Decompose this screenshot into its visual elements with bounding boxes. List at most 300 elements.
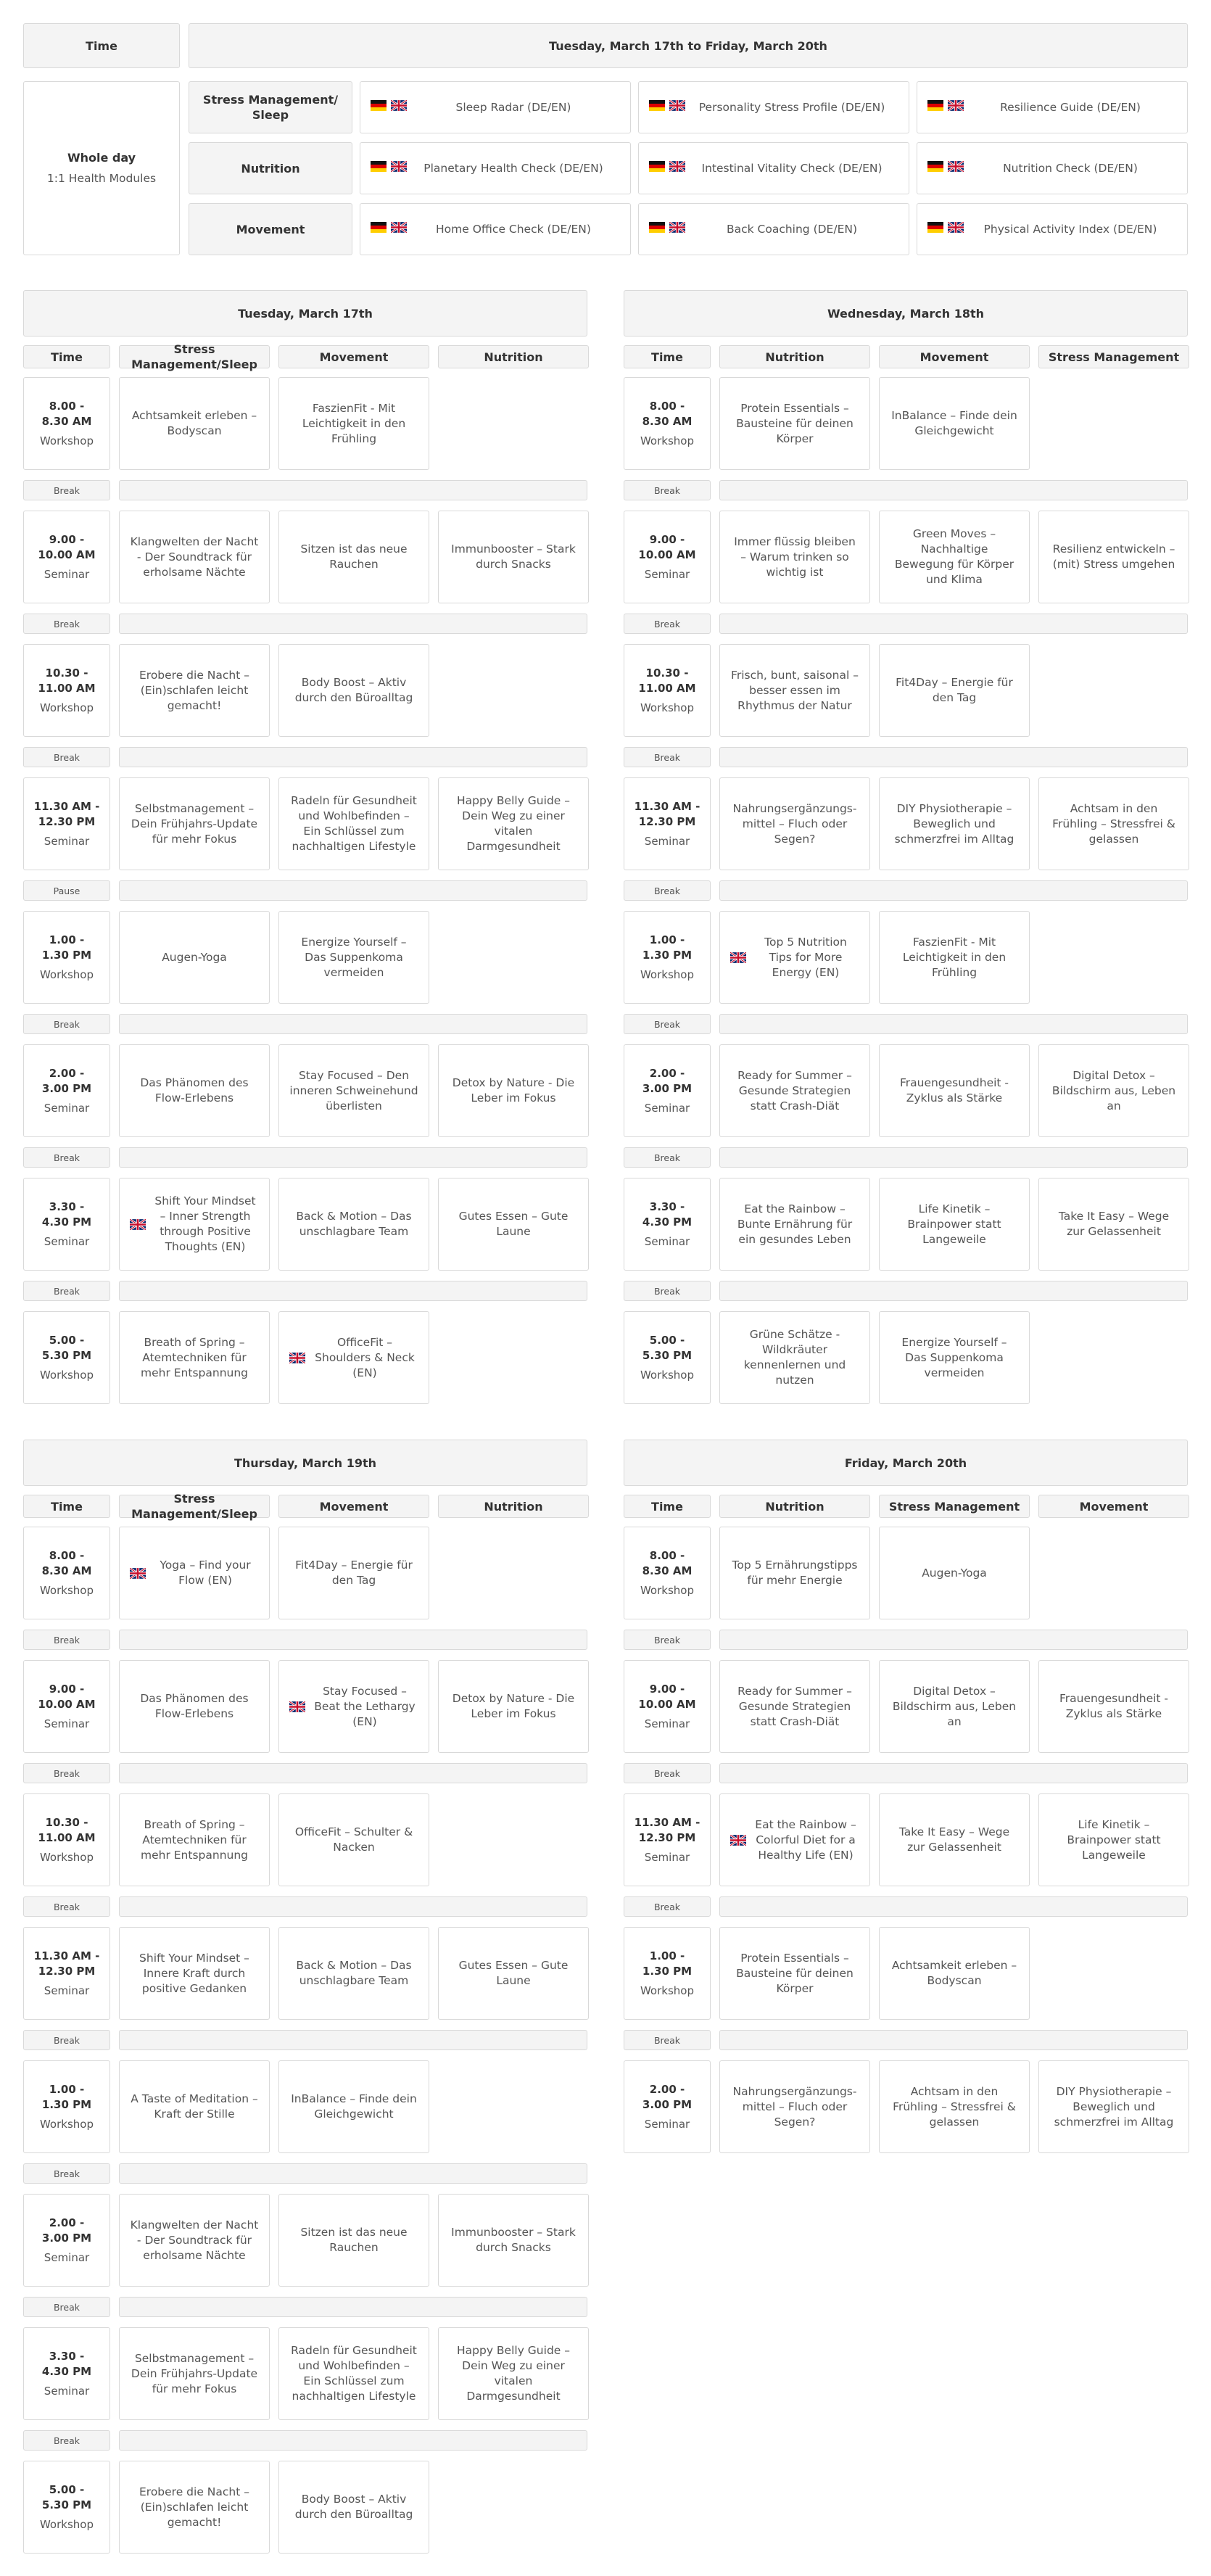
whole-day-sub: 1:1 Health Modules xyxy=(46,172,157,185)
flag-uk-icon xyxy=(730,952,746,963)
session-card[interactable] xyxy=(1038,2060,1189,2153)
session-title: Body Boost – Aktiv durch den Büroalltag xyxy=(294,676,413,704)
flag-de-icon xyxy=(649,100,665,115)
session-card[interactable] xyxy=(119,1927,270,2020)
break-bar xyxy=(719,1014,1188,1034)
session-card[interactable] xyxy=(719,377,870,470)
day-title: Thursday, March 19th xyxy=(233,1456,377,1470)
session-card[interactable] xyxy=(719,1044,870,1137)
session-title: Gutes Essen – Gute Laune xyxy=(458,1210,569,1238)
module-label: Sleep Radar (DE/EN) xyxy=(455,100,571,114)
session-card[interactable] xyxy=(719,1178,870,1271)
break-label: Break xyxy=(653,1018,681,1030)
break-bar xyxy=(719,880,1188,901)
column-label: Nutrition xyxy=(765,350,824,364)
session-content xyxy=(890,1825,1019,1855)
session-content xyxy=(730,801,859,847)
language-flags xyxy=(927,100,964,115)
session-card[interactable] xyxy=(278,644,429,737)
break-bar xyxy=(719,1147,1188,1168)
session-title: Fit4Day – Energie für den Tag xyxy=(295,1559,413,1587)
session-card[interactable] xyxy=(1038,1660,1189,1753)
session-title: Gutes Essen – Gute Laune xyxy=(458,1959,569,1987)
session-type: Workshop xyxy=(39,701,94,714)
break-bar xyxy=(719,1630,1188,1650)
time-range: 3.30 - 4.30 PM xyxy=(41,1200,92,1229)
flag-uk-icon xyxy=(130,1568,146,1579)
day-header xyxy=(624,290,1188,337)
break-label-cell xyxy=(624,480,711,500)
session-type: Workshop xyxy=(39,2117,94,2131)
session-card[interactable] xyxy=(438,1927,589,2020)
session-card[interactable] xyxy=(719,1527,870,1619)
time-range: 2.00 - 3.00 PM xyxy=(41,2216,92,2245)
module-card[interactable] xyxy=(917,81,1188,133)
flag-uk-icon xyxy=(669,100,685,115)
session-card[interactable] xyxy=(719,2060,870,2153)
day-header xyxy=(624,1440,1188,1486)
session-card[interactable] xyxy=(278,377,429,470)
date-range-label: Tuesday, March 17th to Friday, March 20th xyxy=(549,38,827,53)
session-content xyxy=(130,2485,259,2530)
break-bar xyxy=(119,1896,587,1917)
time-slot xyxy=(23,1793,110,1886)
break-bar xyxy=(719,480,1188,500)
column-header xyxy=(1038,345,1189,368)
session-card[interactable] xyxy=(719,777,870,870)
flag-uk-icon xyxy=(391,100,407,115)
session-content xyxy=(449,2343,578,2404)
break-label: Break xyxy=(653,618,681,629)
session-title: FaszienFit - Mit Leichtigkeit in den Frühling xyxy=(302,401,406,445)
time-range: 11.30 AM - 12.30 PM xyxy=(33,1949,100,1978)
session-card[interactable] xyxy=(719,1793,870,1886)
session-card[interactable] xyxy=(438,777,589,870)
session-card[interactable] xyxy=(879,1311,1030,1404)
flag-uk-icon xyxy=(391,161,407,176)
break-label-cell xyxy=(23,2430,110,2451)
session-title: Detox by Nature - Die Leber im Fokus xyxy=(452,1076,575,1105)
break-label: Break xyxy=(53,1152,80,1163)
break-label-cell xyxy=(23,480,110,500)
category-label: Stress Management/ Sleep xyxy=(202,93,339,122)
time-range: 8.00 - 8.30 AM xyxy=(642,399,693,428)
session-card[interactable] xyxy=(438,1044,589,1137)
time-slot xyxy=(23,1527,110,1619)
column-label: Stress Management xyxy=(1048,350,1180,364)
column-header xyxy=(719,1495,870,1518)
break-bar xyxy=(719,1281,1188,1301)
session-card[interactable] xyxy=(1038,511,1189,603)
session-card[interactable] xyxy=(879,2060,1030,2153)
session-content xyxy=(130,1194,259,1255)
column-header xyxy=(23,345,110,368)
session-card[interactable] xyxy=(1038,1178,1189,1271)
session-type: Seminar xyxy=(644,1101,690,1115)
break-label-cell xyxy=(23,880,110,901)
session-content xyxy=(730,401,859,447)
session-title: InBalance – Finde dein Gleichgewicht xyxy=(891,409,1017,437)
time-range: 11.30 AM - 12.30 PM xyxy=(634,799,700,828)
break-label: Break xyxy=(53,2435,80,2446)
session-type: Workshop xyxy=(640,1583,694,1597)
session-content xyxy=(730,1327,859,1388)
language-flags xyxy=(371,161,407,176)
session-card[interactable] xyxy=(119,911,270,1004)
break-label-cell xyxy=(624,614,711,634)
session-title: Green Moves – Nachhaltige Bewegung für Körper und Klima xyxy=(894,527,1014,586)
session-card[interactable] xyxy=(119,1793,270,1886)
session-title: Take It Easy – Wege zur Gelassenheit xyxy=(1058,1210,1170,1238)
session-content xyxy=(130,2351,259,2397)
break-label-cell xyxy=(624,1763,711,1783)
session-card[interactable] xyxy=(879,644,1030,737)
module-card[interactable] xyxy=(638,142,909,194)
column-header xyxy=(438,1495,589,1518)
time-slot xyxy=(624,1178,711,1271)
session-content xyxy=(1049,542,1178,572)
session-card[interactable] xyxy=(119,377,270,470)
session-type: Workshop xyxy=(640,434,694,447)
whole-day-cell xyxy=(23,81,180,255)
column-label: Nutrition xyxy=(765,1499,824,1514)
session-card[interactable] xyxy=(278,1044,429,1137)
session-type: Workshop xyxy=(640,701,694,714)
language-flags xyxy=(649,100,685,115)
session-card[interactable] xyxy=(119,1660,270,1753)
break-label: Break xyxy=(53,1285,80,1297)
time-slot xyxy=(624,511,711,603)
time-slot xyxy=(624,644,711,737)
language-flags xyxy=(927,161,964,176)
time-range: 8.00 - 8.30 AM xyxy=(41,399,92,428)
session-card[interactable] xyxy=(879,377,1030,470)
break-label-cell xyxy=(624,747,711,767)
time-slot xyxy=(23,2194,110,2287)
break-label-cell xyxy=(23,1630,110,1650)
session-card[interactable] xyxy=(278,2461,429,2554)
break-bar xyxy=(719,614,1188,634)
module-card[interactable] xyxy=(638,203,909,255)
column-label: Movement xyxy=(319,1499,389,1514)
session-content xyxy=(1049,1691,1178,1722)
session-title: Frauengesundheit - Zyklus als Stärke xyxy=(1059,1692,1169,1720)
session-content xyxy=(730,1684,859,1730)
flag-de-icon xyxy=(649,222,665,237)
flag-uk-icon xyxy=(948,222,964,237)
session-title: Immunbooster – Stark durch Snacks xyxy=(451,2226,576,2254)
session-content xyxy=(890,1076,1019,1106)
session-card[interactable] xyxy=(278,1527,429,1619)
time-range: 1.00 - 1.30 PM xyxy=(41,933,92,962)
break-label-cell xyxy=(23,2297,110,2317)
break-bar xyxy=(119,1281,587,1301)
column-label: Stress Management xyxy=(888,1499,1020,1514)
flag-uk-icon xyxy=(289,1353,305,1363)
session-card[interactable] xyxy=(879,1044,1030,1137)
column-header xyxy=(278,345,429,368)
session-card[interactable] xyxy=(119,1044,270,1137)
break-bar xyxy=(119,747,587,767)
break-label-cell xyxy=(23,1281,110,1301)
time-header xyxy=(23,23,180,68)
category-2 xyxy=(189,142,352,194)
session-card[interactable] xyxy=(438,1178,589,1271)
session-card[interactable] xyxy=(879,1793,1030,1886)
session-title: Erobere die Nacht – (Ein)schlafen leicht gemacht! xyxy=(139,668,249,712)
module-label: Resilience Guide (DE/EN) xyxy=(1000,100,1141,114)
session-content xyxy=(730,1951,859,1997)
session-content xyxy=(449,793,578,854)
session-title: Shift Your Mindset – Innere Kraft durch positive Gedanken xyxy=(139,1951,249,1995)
session-card[interactable] xyxy=(119,2194,270,2287)
flag-uk-icon xyxy=(289,1701,305,1712)
module-label: Planetary Health Check (DE/EN) xyxy=(423,161,603,175)
session-content xyxy=(130,668,259,714)
day-title: Friday, March 20th xyxy=(844,1456,967,1470)
flag-de-icon xyxy=(927,161,943,176)
time-slot xyxy=(23,1311,110,1404)
session-type: Seminar xyxy=(644,1234,690,1248)
session-title: Happy Belly Guide – Dein Weg zu einer vitalen Darmgesundheit xyxy=(456,794,570,853)
session-card[interactable] xyxy=(278,777,429,870)
session-card[interactable] xyxy=(438,511,589,603)
session-card[interactable] xyxy=(719,911,870,1004)
session-title: Eat the Rainbow – Colorful Diet for a Healthy Life (EN) xyxy=(755,1817,856,1862)
session-title: Grüne Schätze - Wildkräuter kennenlernen und nutzen xyxy=(743,1328,846,1387)
session-content xyxy=(289,935,418,981)
module-label: Personality Stress Profile (DE/EN) xyxy=(698,100,885,114)
session-card[interactable] xyxy=(119,2461,270,2554)
session-content xyxy=(130,2218,259,2263)
session-card[interactable] xyxy=(879,1927,1030,2020)
session-content xyxy=(890,1958,1019,1989)
module-card[interactable] xyxy=(638,81,909,133)
session-title: Yoga – Find your Flow (EN) xyxy=(160,1559,251,1587)
flag-uk-icon xyxy=(948,161,964,176)
session-card[interactable] xyxy=(719,1311,870,1404)
session-content xyxy=(890,527,1019,587)
session-title: Body Boost – Aktiv durch den Büroalltag xyxy=(294,2493,413,2521)
column-label: Stress Management/Sleep xyxy=(131,342,257,371)
session-content xyxy=(449,1691,578,1722)
session-card[interactable] xyxy=(119,1311,270,1404)
session-card[interactable] xyxy=(278,1178,429,1271)
column-header xyxy=(438,345,589,368)
column-label: Movement xyxy=(319,350,389,364)
session-card[interactable] xyxy=(1038,777,1189,870)
session-card[interactable] xyxy=(438,2194,589,2287)
session-title: Digital Detox – Bildschirm aus, Leben an xyxy=(892,1684,1017,1728)
session-content xyxy=(890,1684,1019,1730)
session-type: Workshop xyxy=(39,1583,94,1597)
session-content xyxy=(449,1076,578,1106)
session-title: Achtsamkeit erleben – Bodyscan xyxy=(891,1959,1017,1987)
time-range: 11.30 AM - 12.30 PM xyxy=(634,1815,700,1844)
flag-de-icon xyxy=(371,100,387,115)
module-card[interactable] xyxy=(917,142,1188,194)
session-title: Sitzen ist das neue Rauchen xyxy=(300,542,408,571)
session-card[interactable] xyxy=(278,2194,429,2287)
session-card[interactable] xyxy=(119,644,270,737)
time-slot xyxy=(23,377,110,470)
session-card[interactable] xyxy=(119,511,270,603)
module-label: Back Coaching (DE/EN) xyxy=(726,222,858,236)
time-range: 3.30 - 4.30 PM xyxy=(642,1200,693,1229)
break-bar xyxy=(119,2030,587,2050)
session-type: Workshop xyxy=(39,1368,94,1382)
time-slot xyxy=(23,1178,110,1271)
session-title: Ready for Summer – Gesunde Strategien statt Crash-Diät xyxy=(737,1684,852,1728)
session-card[interactable] xyxy=(278,1927,429,2020)
break-bar xyxy=(119,614,587,634)
break-label-cell xyxy=(624,2030,711,2050)
session-card[interactable] xyxy=(1038,1793,1189,1886)
session-card[interactable] xyxy=(719,1927,870,2020)
break-label: Break xyxy=(653,1634,681,1646)
session-type: Workshop xyxy=(39,434,94,447)
session-card[interactable] xyxy=(719,1660,870,1753)
session-content xyxy=(289,401,418,447)
flag-uk-icon xyxy=(948,100,964,115)
session-title: Happy Belly Guide – Dein Weg zu einer vitalen Darmgesundheit xyxy=(456,2344,570,2403)
session-card[interactable] xyxy=(278,2327,429,2420)
time-slot xyxy=(23,1927,110,2020)
break-label-cell xyxy=(23,747,110,767)
session-title: Immer flüssig bleiben – Warum trinken so wichtig ist xyxy=(734,534,856,579)
session-card[interactable] xyxy=(119,2327,270,2420)
time-slot xyxy=(23,1660,110,1753)
session-content xyxy=(289,1335,418,1381)
session-card[interactable] xyxy=(879,1178,1030,1271)
language-flags xyxy=(371,222,407,237)
session-type: Seminar xyxy=(44,1983,90,1997)
column-header xyxy=(1038,1495,1189,1518)
session-card[interactable] xyxy=(879,511,1030,603)
category-label: Movement xyxy=(236,222,305,236)
flag-de-icon xyxy=(371,222,387,237)
session-title: Shift Your Mindset – Inner Strength through Positive Thoughts (EN) xyxy=(154,1194,256,1253)
session-content xyxy=(890,675,1019,706)
time-slot xyxy=(624,911,711,1004)
session-content xyxy=(289,542,418,572)
break-label: Break xyxy=(53,484,80,496)
session-card[interactable] xyxy=(879,1527,1030,1619)
session-content xyxy=(1049,1209,1178,1239)
session-card[interactable] xyxy=(278,911,429,1004)
session-card[interactable] xyxy=(1038,1044,1189,1137)
break-label: Break xyxy=(53,1634,80,1646)
session-title: Das Phänomen des Flow-Erlebens xyxy=(140,1692,249,1720)
time-slot xyxy=(624,1527,711,1619)
session-content xyxy=(289,2343,418,2404)
session-card[interactable] xyxy=(278,511,429,603)
session-content xyxy=(289,2492,418,2522)
module-label: Intestinal Vitality Check (DE/EN) xyxy=(701,161,883,175)
session-card[interactable] xyxy=(879,1660,1030,1753)
time-range: 5.00 - 5.30 PM xyxy=(642,1333,693,1362)
break-label: Break xyxy=(653,1152,681,1163)
session-type: Seminar xyxy=(44,1234,90,1248)
session-card[interactable] xyxy=(438,1660,589,1753)
module-label: Home Office Check (DE/EN) xyxy=(436,222,591,236)
session-title: Frisch, bunt, saisonal – besser essen im Rhythmus der Natur xyxy=(731,668,859,712)
session-content xyxy=(730,668,859,714)
session-card[interactable] xyxy=(719,644,870,737)
break-label: Break xyxy=(53,1018,80,1030)
session-card[interactable] xyxy=(278,1660,429,1753)
session-title: OfficeFit – Shoulders & Neck (EN) xyxy=(315,1335,415,1379)
session-title: Achtsamkeit erleben – Bodyscan xyxy=(131,409,257,437)
module-card[interactable] xyxy=(360,203,631,255)
module-card[interactable] xyxy=(360,81,631,133)
session-type: Workshop xyxy=(640,1368,694,1382)
time-slot xyxy=(624,1311,711,1404)
time-range: 9.00 - 10.00 AM xyxy=(638,532,696,561)
session-title: OfficeFit – Schulter & Nacken xyxy=(294,1825,413,1854)
session-card[interactable] xyxy=(278,1311,429,1404)
session-card[interactable] xyxy=(879,777,1030,870)
session-title: Detox by Nature - Die Leber im Fokus xyxy=(452,1692,575,1720)
session-card[interactable] xyxy=(119,2060,270,2153)
session-card[interactable] xyxy=(438,2327,589,2420)
session-content xyxy=(890,2084,1019,2130)
session-card[interactable] xyxy=(719,511,870,603)
session-content xyxy=(130,801,259,847)
whole-day-label: Whole day xyxy=(67,151,136,165)
date-range-header xyxy=(189,23,1188,68)
session-content xyxy=(289,1558,418,1588)
session-card[interactable] xyxy=(119,1527,270,1619)
session-content xyxy=(162,950,227,965)
module-card[interactable] xyxy=(917,203,1188,255)
session-title: Life Kinetik – Brainpower statt Langeweile xyxy=(907,1202,1001,1246)
language-flags xyxy=(371,100,407,115)
session-content xyxy=(1049,1068,1178,1114)
session-type: Seminar xyxy=(644,1717,690,1730)
module-card[interactable] xyxy=(360,142,631,194)
session-content xyxy=(922,1566,987,1581)
module-label: Physical Activity Index (DE/EN) xyxy=(983,222,1157,236)
session-card[interactable] xyxy=(879,911,1030,1004)
time-range: 2.00 - 3.00 PM xyxy=(642,2082,693,2111)
session-title: Eat the Rainbow – Bunte Ernährung für ein gesundes Leben xyxy=(737,1202,853,1246)
session-title: Achtsam in den Frühling – Stressfrei & gelassen xyxy=(893,2084,1016,2129)
session-content xyxy=(449,1209,578,1239)
session-content xyxy=(730,2084,859,2130)
flag-de-icon xyxy=(649,161,665,176)
session-type: Seminar xyxy=(44,834,90,848)
session-content xyxy=(130,408,259,439)
session-content xyxy=(730,935,859,981)
session-card[interactable] xyxy=(119,1178,270,1271)
session-content xyxy=(730,534,859,580)
session-card[interactable] xyxy=(278,2060,429,2153)
session-title: Energize Yourself – Das Suppenkoma vermeiden xyxy=(901,1335,1007,1379)
time-range: 10.30 - 11.00 AM xyxy=(638,666,696,695)
flag-uk-icon xyxy=(130,1219,146,1230)
session-card[interactable] xyxy=(119,777,270,870)
break-label-cell xyxy=(23,2030,110,2050)
session-card[interactable] xyxy=(278,1793,429,1886)
break-bar xyxy=(719,1763,1188,1783)
time-header-label: Time xyxy=(86,38,117,53)
time-range: 5.00 - 5.30 PM xyxy=(41,1333,92,1362)
session-title: Stay Focused – Den inneren Schweinehund überlisten xyxy=(289,1068,418,1112)
session-title: DIY Physiotherapie – Beweglich und schmerzfrei im Alltag xyxy=(1054,2084,1174,2129)
break-bar xyxy=(119,2163,587,2184)
session-content xyxy=(1049,801,1178,847)
